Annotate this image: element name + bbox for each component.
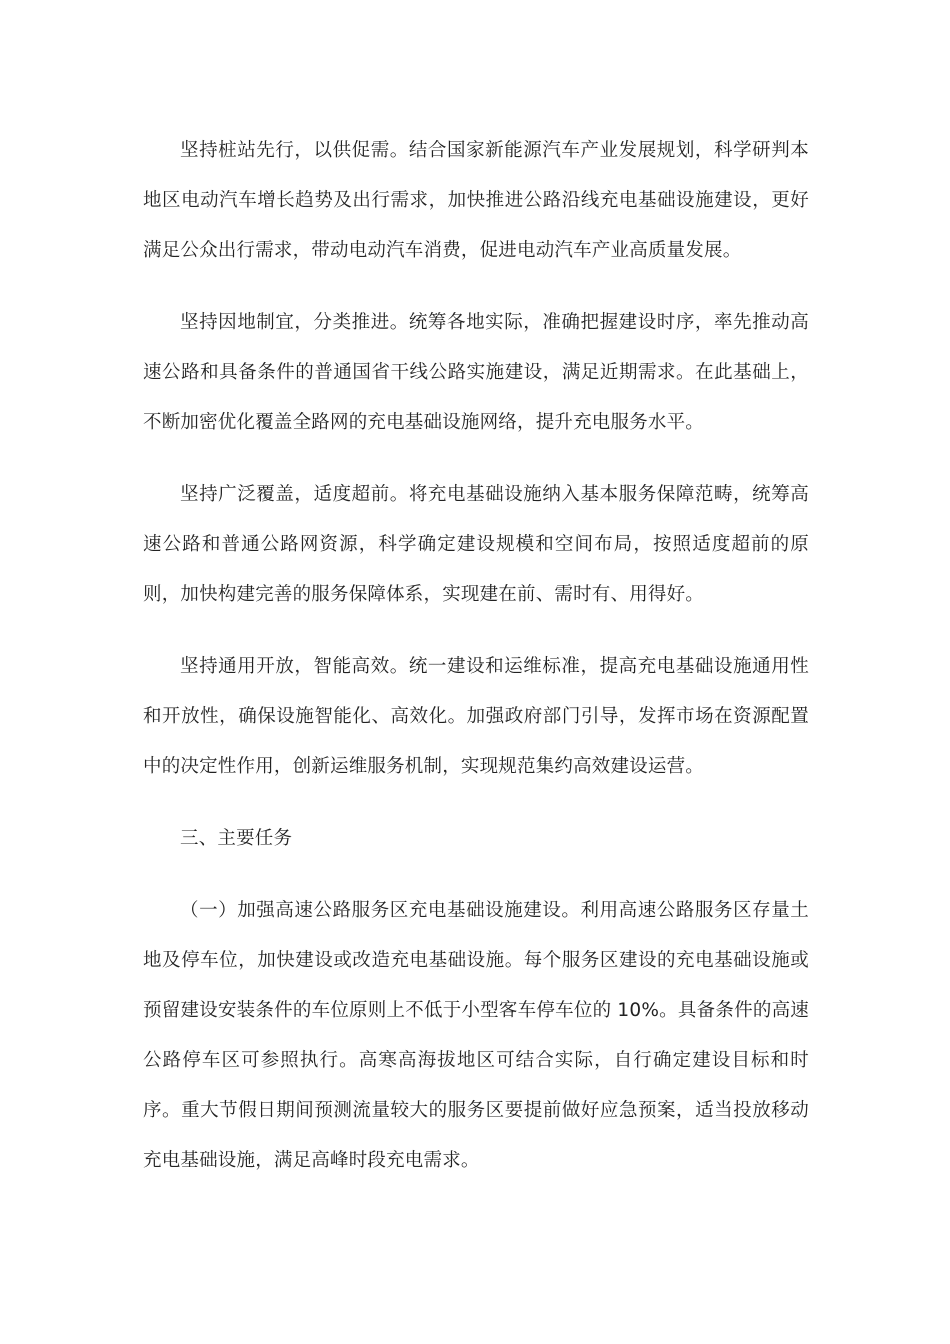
- paragraph-1: 坚持桩站先行，以供促需。结合国家新能源汽车产业发展规划，科学研判本地区电动汽车增长趋势及出行需求，加快推进公路沿线充电基础设施建设，更好满足公众出行需求，带动电动汽车消费，促进电动汽车产业高质量发展。: [143, 140, 809, 261]
- paragraph-2: 坚持因地制宜，分类推进。统筹各地实际，准确把握建设时序，率先推动高速公路和具备条件的普通国省干线公路实施建设，满足近期需求。在此基础上，不断加密优化覆盖全路网的充电基础设施网络，提升充电服务水平。: [143, 312, 809, 433]
- document-body: [143, 126, 809, 1186]
- task-paragraph-1: （一）加强高速公路服务区充电基础设施建设。利用高速公路服务区存量土地及停车位，加快建设或改造充电基础设施。每个服务区建设的充电基础设施或预留建设安装条件的车位原则上不低于小型客车停车位的 10%。具备条件的高速公路停车区可参照执行。高寒高海拔地区可结合实际，自行确定建设目标和时序。重大节假日期间预测流量较大的服务区要提前做好应急预案，适当投放移动充电基础设施，满足高峰时段充电需求。: [143, 900, 809, 1171]
- paragraph-3: 坚持广泛覆盖，适度超前。将充电基础设施纳入基本服务保障范畴，统筹高速公路和普通公路网资源，科学确定建设规模和空间布局，按照适度超前的原则，加快构建完善的服务保障体系，实现建在前、需时有、用得好。: [143, 484, 809, 605]
- section-heading: 三、主要任务: [180, 828, 293, 849]
- paragraph-4: 坚持通用开放，智能高效。统一建设和运维标准，提高充电基础设施通用性和开放性，确保设施智能化、高效化。加强政府部门引导，发挥市场在资源配置中的决定性作用，创新运维服务机制，实现规范集约高效建设运营。: [143, 656, 809, 777]
